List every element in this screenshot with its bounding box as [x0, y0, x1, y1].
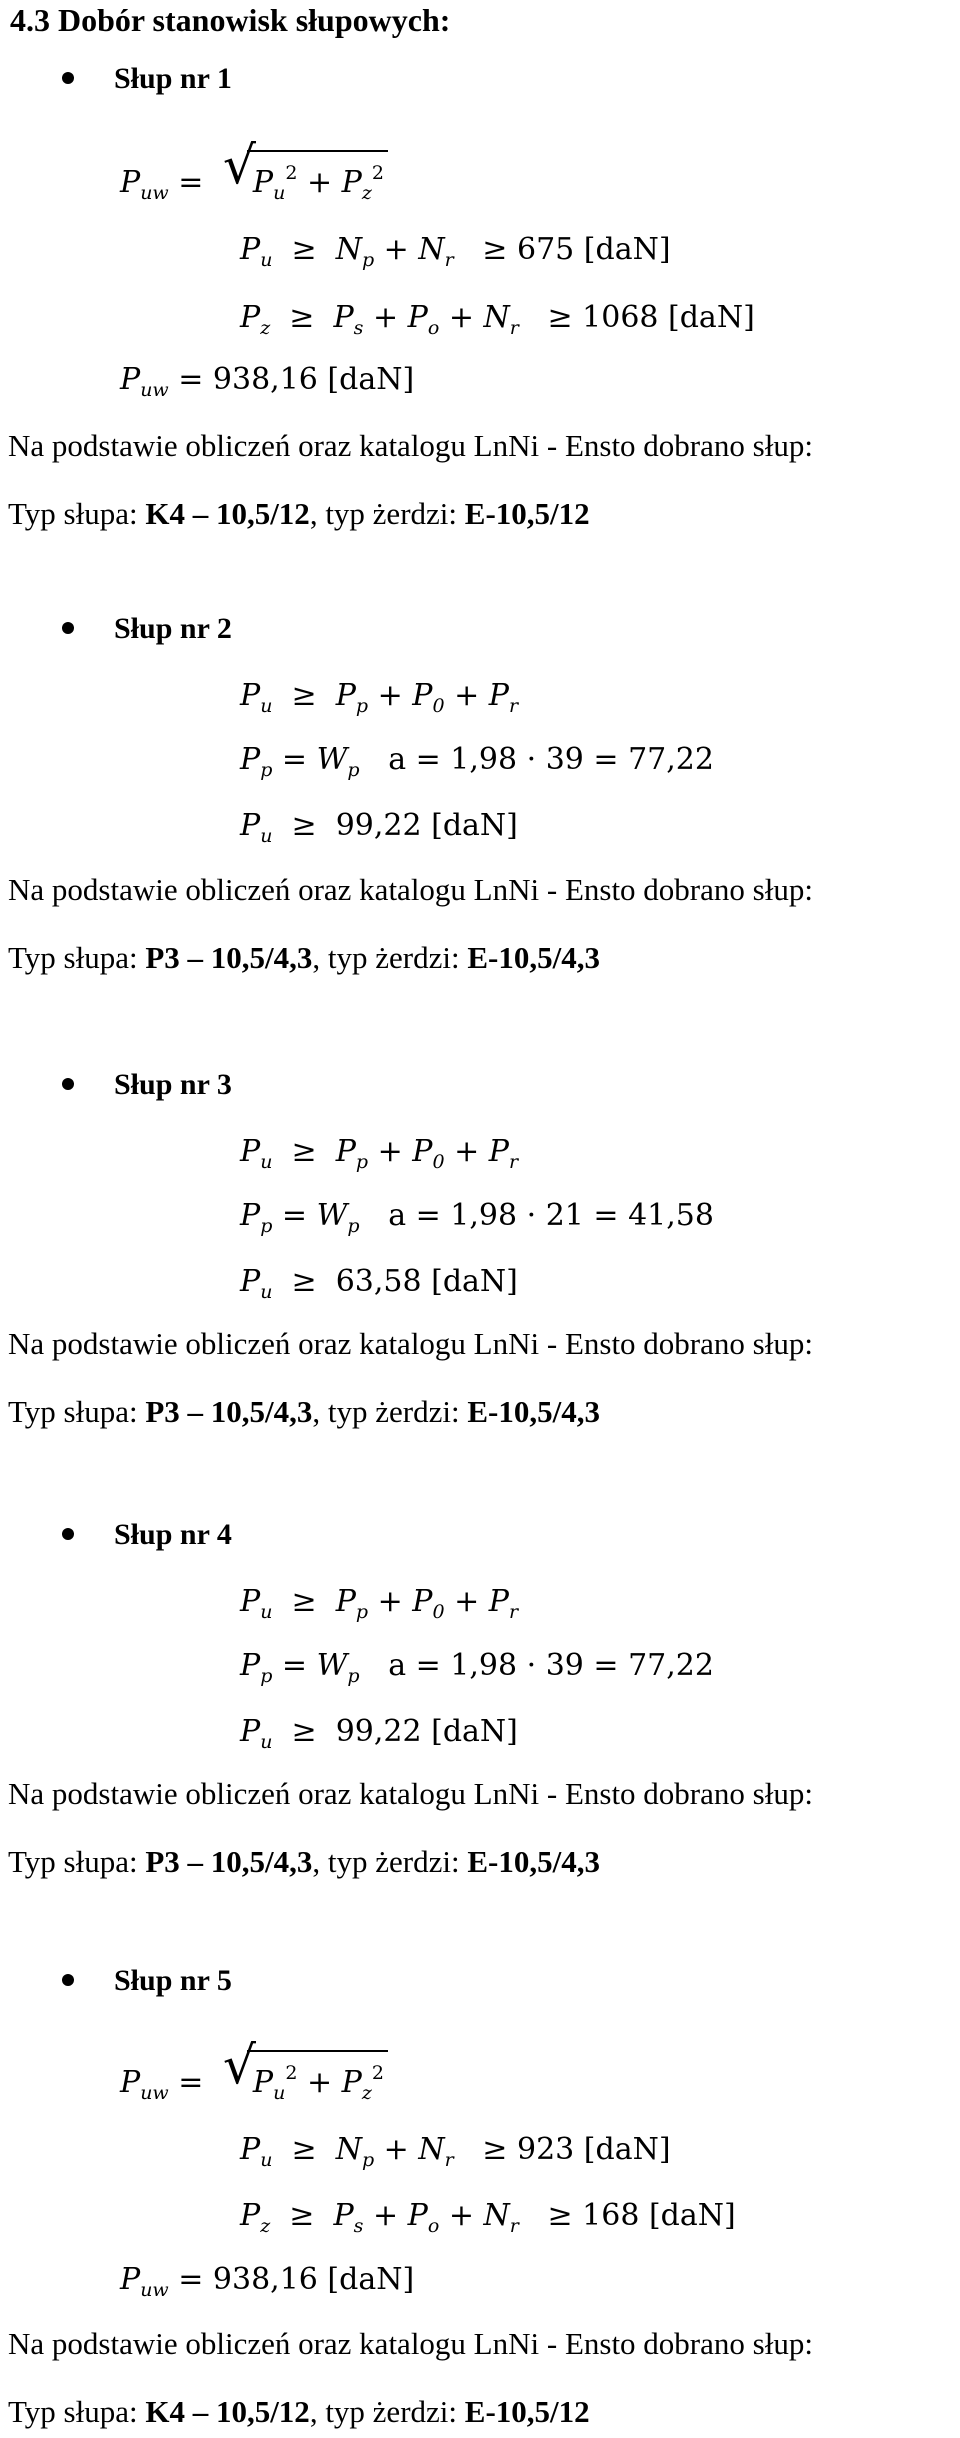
pz-value: 168 [daN]: [582, 2198, 736, 2233]
pu-result: 99,22 [daN]: [335, 1714, 518, 1749]
formula-pp: $P_p = W_p$ a = 1,98 · 39 = 77,22: [240, 1648, 714, 1687]
puw-result: 938,16 [daN]: [212, 2262, 415, 2297]
typ-prefix: Typ słupa:: [8, 496, 146, 531]
typ-slupa-value: P3 – 10,5/4,3: [145, 1844, 313, 1879]
pp-calc: a = 1,98 · 39 = 77,22: [388, 742, 714, 777]
pu-value: 923 [daN]: [516, 2132, 671, 2167]
ensto-text: Na podstawie obliczeń oraz katalogu LnNi - Ensto dobrano słup:: [8, 1776, 813, 1811]
typ-slupa-value: K4 – 10,5/12: [145, 2394, 310, 2429]
slup-label: Słup nr 3: [114, 1068, 232, 1101]
formula-puw-result: $P_{uw} = 938,16$ [daN]: [120, 2262, 415, 2301]
sqrt-icon: √ $P_u^2 + P_z^2$: [223, 150, 388, 204]
formula-pu: $P_u \ge P_p + P_0 + P_r$: [240, 1584, 519, 1623]
typ-zerdzi-value: E-10,5/12: [464, 2394, 590, 2429]
formula-pu-result: $P_u \ge 99,22$ [daN]: [240, 1714, 518, 1753]
zerdz-prefix: , typ żerdzi:: [309, 2394, 465, 2429]
section-heading: 4.3 Dobór stanowisk słupowych:: [10, 2, 451, 38]
bullet-slup-4: [62, 1518, 232, 1552]
typ-zerdzi-value: E-10,5/12: [464, 496, 590, 531]
zerdz-prefix: , typ żerdzi:: [312, 1844, 468, 1879]
typ-slupa-value: P3 – 10,5/4,3: [145, 1394, 313, 1429]
typ-line: [8, 2394, 590, 2430]
typ-line: [8, 1394, 600, 1430]
bullet-dot-icon: [62, 622, 74, 634]
formula-pu: $P_u \ge N_p + N_r \ge 923$ [daN]: [240, 2132, 671, 2171]
bullet-slup-3: [62, 1068, 232, 1102]
typ-slupa-value: P3 – 10,5/4,3: [145, 940, 313, 975]
bullet-slup-2: [62, 612, 232, 646]
formula-puw: $P_{uw}$ = √ $P_u^2 + P_z^2$: [120, 150, 388, 204]
typ-prefix: Typ słupa:: [8, 940, 146, 975]
puw-result: 938,16 [daN]: [212, 362, 415, 397]
bullet-dot-icon: [62, 1078, 74, 1090]
ensto-text: Na podstawie obliczeń oraz katalogu LnNi - Ensto dobrano słup:: [8, 1326, 813, 1361]
sqrt-icon: √ $P_u^2 + P_z^2$: [223, 2050, 388, 2104]
zerdz-prefix: , typ żerdzi:: [312, 1394, 468, 1429]
ensto-text: Na podstawie obliczeń oraz katalogu LnNi - Ensto dobrano słup:: [8, 2326, 813, 2361]
typ-line: [8, 1844, 600, 1880]
pp-calc: a = 1,98 · 39 = 77,22: [388, 1648, 714, 1683]
typ-zerdzi-value: E-10,5/4,3: [467, 940, 600, 975]
formula-pp: $P_p = W_p$ a = 1,98 · 21 = 41,58: [240, 1198, 714, 1237]
pz-value: 1068 [daN]: [582, 300, 755, 335]
bullet-dot-icon: [62, 1974, 74, 1986]
pu-result: 63,58 [daN]: [335, 1264, 518, 1299]
typ-line: [8, 940, 600, 976]
bullet-dot-icon: [62, 1528, 74, 1540]
typ-slupa-value: K4 – 10,5/12: [145, 496, 310, 531]
pu-value: 675 [daN]: [516, 232, 671, 267]
formula-pu: $P_u \ge N_p + N_r \ge 675$ [daN]: [240, 232, 671, 271]
slup-label: Słup nr 5: [114, 1964, 232, 1997]
ensto-text: Na podstawie obliczeń oraz katalogu LnNi - Ensto dobrano słup:: [8, 428, 813, 463]
pp-calc: a = 1,98 · 21 = 41,58: [388, 1198, 714, 1233]
ensto-text: Na podstawie obliczeń oraz katalogu LnNi - Ensto dobrano słup:: [8, 872, 813, 907]
zerdz-prefix: , typ żerdzi:: [309, 496, 465, 531]
formula-pu: $P_u \ge P_p + P_0 + P_r$: [240, 1134, 519, 1173]
bullet-slup-1: [62, 62, 232, 96]
zerdz-prefix: , typ żerdzi:: [312, 940, 468, 975]
formula-pp: $P_p = W_p$ a = 1,98 · 39 = 77,22: [240, 742, 714, 781]
slup-label: Słup nr 2: [114, 612, 232, 645]
typ-zerdzi-value: E-10,5/4,3: [467, 1844, 600, 1879]
typ-zerdzi-value: E-10,5/4,3: [467, 1394, 600, 1429]
formula-pu-result: $P_u \ge 63,58$ [daN]: [240, 1264, 518, 1303]
formula-pu-result: $P_u \ge 99,22$ [daN]: [240, 808, 518, 847]
typ-prefix: Typ słupa:: [8, 2394, 146, 2429]
bullet-dot-icon: [62, 72, 74, 84]
formula-pz: $P_z \ge P_s + P_o + N_r \ge 1068$ [daN]: [240, 300, 755, 339]
formula-pz: $P_z \ge P_s + P_o + N_r \ge 168$ [daN]: [240, 2198, 736, 2237]
formula-puw: $P_{uw}$ = √ $P_u^2 + P_z^2$: [120, 2050, 388, 2104]
formula-pu: $P_u \ge P_p + P_0 + P_r$: [240, 678, 519, 717]
typ-prefix: Typ słupa:: [8, 1394, 146, 1429]
typ-line: [8, 496, 590, 532]
pu-result: 99,22 [daN]: [335, 808, 518, 843]
typ-prefix: Typ słupa:: [8, 1844, 146, 1879]
bullet-slup-5: [62, 1964, 232, 1998]
slup-label: Słup nr 1: [114, 62, 232, 95]
formula-puw-result: $P_{uw} = 938,16$ [daN]: [120, 362, 415, 401]
slup-label: Słup nr 4: [114, 1518, 232, 1551]
